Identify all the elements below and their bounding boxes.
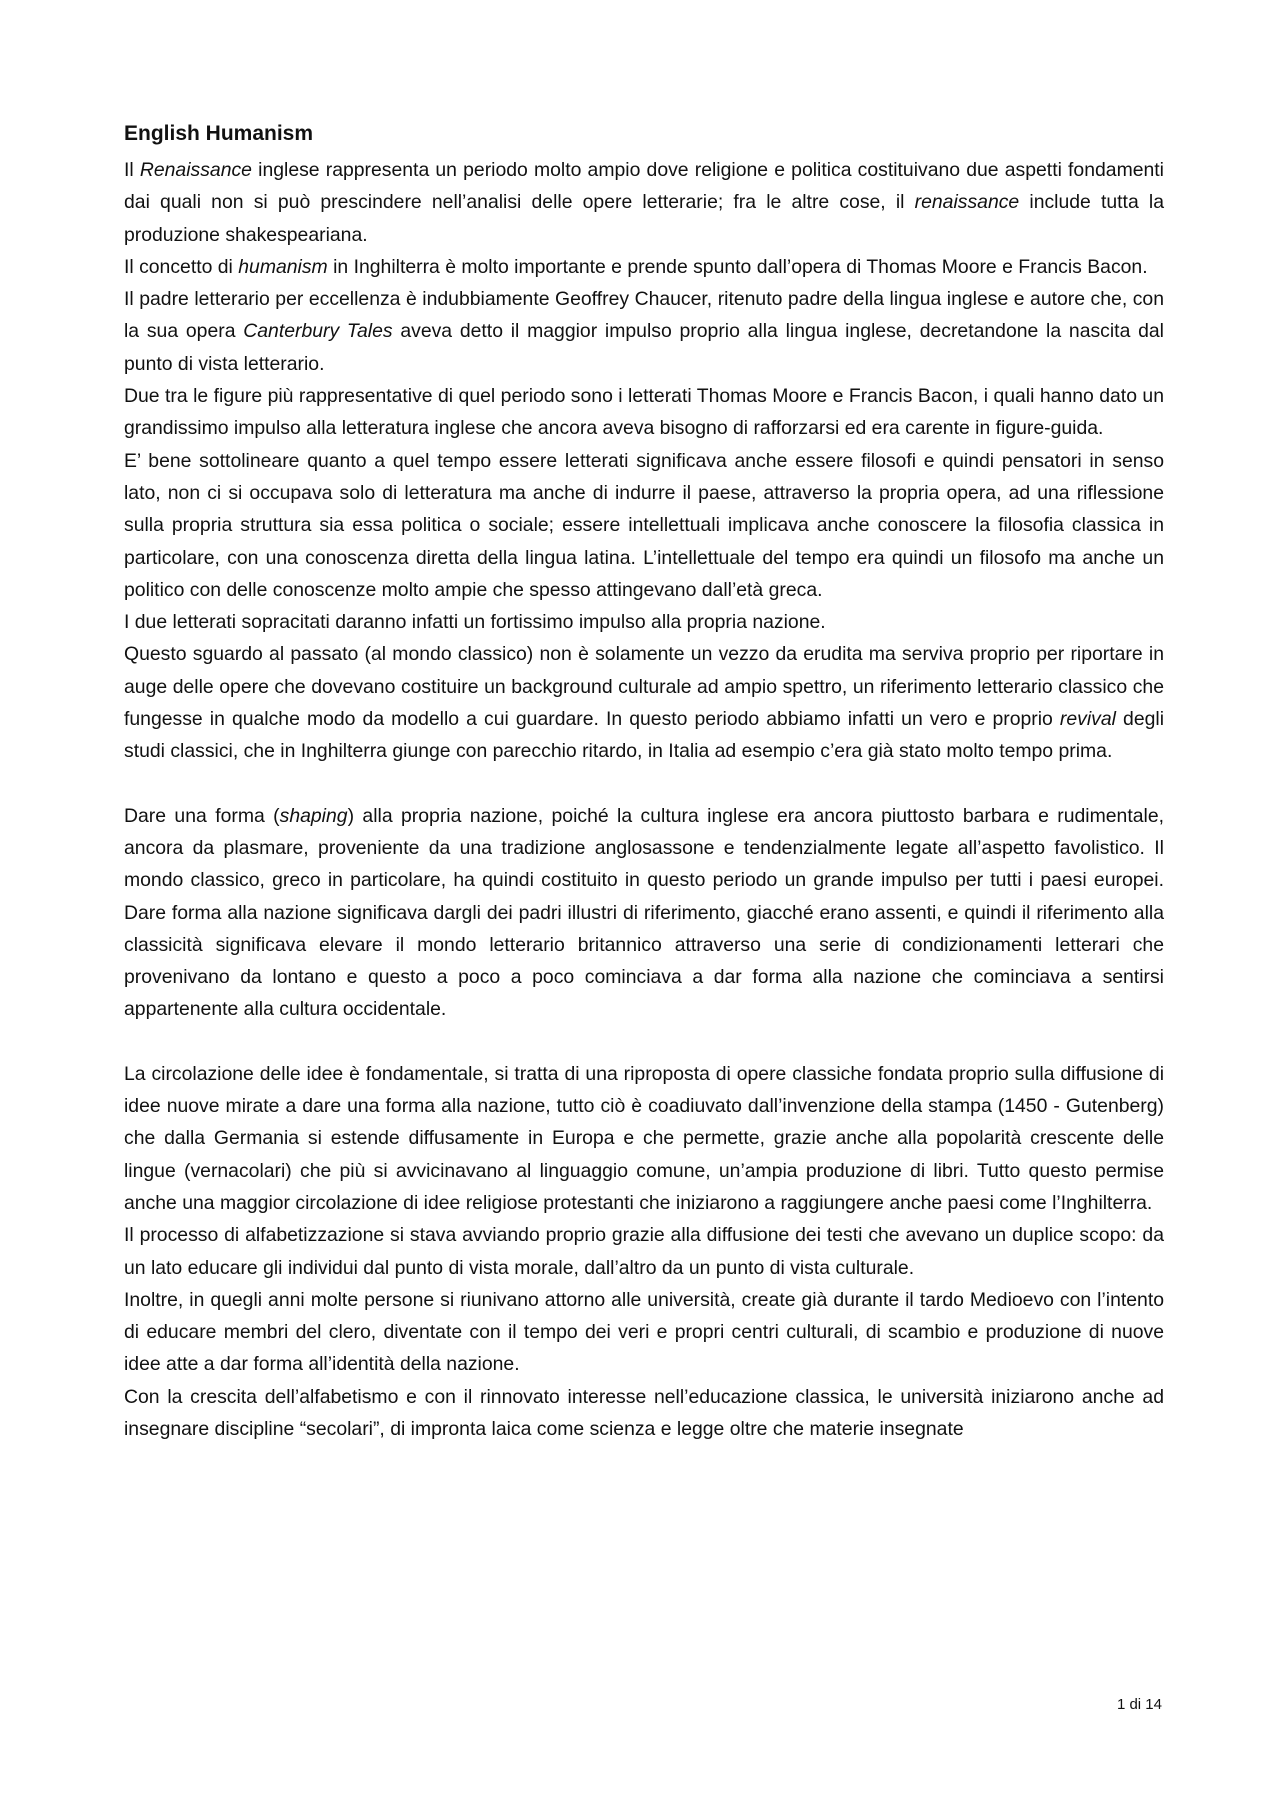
italic-term: Canterbury Tales [243,320,393,343]
paragraph [124,251,1164,283]
text-run: Il padre letterario per eccellenza è indubbiamente Geoffrey Chaucer, ritenuto padre della lingua inglese e autore che, con la sua opera [124,288,1164,343]
text-run: Dare una forma ( [124,804,280,827]
document-body [124,154,1164,1445]
paragraph [124,380,1164,445]
page-number: 1 di 14 [1116,1696,1162,1713]
paragraph [124,800,1164,1026]
paragraph [124,283,1164,380]
paragraph [124,606,1164,638]
text-run: E’ bene sottolineare quanto a quel tempo essere letterati significava anche essere filosofi e quindi pensatori in senso lato, non ci si occupava solo di letteratura ma anche di indurre il paese, attraverso la propria opera, ad una riflessione sulla propria struttura sia essa politica o sociale; essere intellettuali implicava anche conoscere la filosofia classica in particolare, con una conoscenza diretta della lingua latina. L’intellettuale del tempo era quindi un filosofo ma anche un politico con delle conoscenze molto ampie che spesso attingevano dall’età greca. [124,449,1164,601]
document-title: English Humanism [124,122,314,145]
text-run: include tutta la produzione shakespeariana. [124,191,1164,246]
paragraph-gap [124,768,1164,800]
text-run: Il processo di alfabetizzazione si stava avviando proprio grazie alla diffusione dei testi che avevano un duplice scopo: da un lato educare gli individui dal punto di vista morale, dall’altro da un punto di vista culturale. [124,1224,1164,1279]
paragraph-gap [124,1026,1164,1058]
text-run: Questo sguardo al passato (al mondo classico) non è solamente un vezzo da erudita ma serviva proprio per riportare in auge delle opere che dovevano costituire un background culturale ad ampio spettro, un riferimento letterario classico che fungesse in qualche modo da modello a cui guardare. In questo periodo abbiamo infatti un vero e proprio [124,643,1164,731]
paragraph [124,1381,1164,1446]
paragraph [124,638,1164,767]
text-run: ) alla propria nazione, poiché la cultura inglese era ancora piuttosto barbara e rudimentale, ancora da plasmare, proveniente da una tradizione anglosassone e tendenzialmente legate all’aspetto favolistico. Il mondo classico, greco in particolare, ha quindi costituito in questo periodo un grande impulso per tutti i paesi europei. Dare forma alla nazione significava dargli dei padri illustri di riferimento, giacché erano assenti, e quindi il riferimento alla classicità significava elevare il mondo letterario britannico attraverso una serie di condizionamenti letterari che provenivano da lontano e questo a poco a poco cominciava a dar forma alla nazione che cominciava a sentirsi appartenente alla cultura occidentale. [124,804,1164,1021]
italic-term: Renaissance [139,159,252,181]
text-run: Il concetto di [124,255,239,278]
text-run: Con la crescita dell’alfabetismo e con il rinnovato interesse nell’educazione classica, le università iniziarono anche ad insegnare discipline “secolari”, di impronta laica come scienza e legge oltre che materie insegnate [124,1385,1164,1440]
document-page [124,118,1164,1445]
paragraph [124,1219,1164,1284]
text-run: inglese rappresenta un periodo molto ampio dove religione e politica costituivano due aspetti fondamenti dai quali non si può prescindere nell’analisi delle opere letterarie; fra le altre cose, il [124,159,1164,214]
paragraph [124,445,1164,606]
paragraph [124,1284,1164,1381]
italic-term: renaissance [914,191,1020,214]
italic-term: revival [1059,708,1116,731]
text-run: Il [124,159,140,181]
text-run: Inoltre, in quegli anni molte persone si riunivano attorno alle università, create già durante il tardo Medioevo con l’intento di educare membri del clero, diventate con il tempo dei veri e propri centri culturali, di scambio e produzione di nuove idee atte a dar forma all’identità della nazione. [124,1288,1164,1376]
text-run: Due tra le figure più rappresentative di quel periodo sono i letterati Thomas Moore e Francis Bacon, i quali hanno dato un grandissimo impulso alla letteratura inglese che ancora aveva bisogno di rafforzarsi ed era carente in figure-guida. [124,385,1164,440]
text-run: in Inghilterra è molto importante e prende spunto dall’opera di Thomas Moore e Francis Bacon. [327,255,1148,278]
paragraph [124,1058,1164,1219]
text-run: aveva detto il maggior impulso proprio alla lingua inglese, decretandone la nascita dal punto di vista letterario. [124,320,1164,375]
text-run: degli studi classici, che in Inghilterra giunge con parecchio ritardo, in Italia ad esempio c’era già stato molto tempo prima. [124,708,1164,763]
paragraph [124,154,1164,251]
italic-term: humanism [238,255,328,278]
italic-term: shaping [279,804,348,827]
text-run: La circolazione delle idee è fondamentale, si tratta di una riproposta di opere classiche fondata proprio sulla diffusione di idee nuove mirate a dare una forma alla nazione, tutto ciò è coadiuvato dall’invenzione della stampa (1450 - Gutenberg) che dalla Germania si estende diffusamente in Europa e che permette, grazie anche alla popolarità crescente delle lingue (vernacolari) che più si avvicinavano al linguaggio comune, un’ampia produzione di libri. Tutto questo permise anche una maggior circolazione di idee religiose protestanti che iniziarono a raggiungere anche paesi come l’Inghilterra. [124,1062,1164,1214]
text-run: I due letterati sopracitati daranno infatti un fortissimo impulso alla propria nazione. [124,611,826,634]
